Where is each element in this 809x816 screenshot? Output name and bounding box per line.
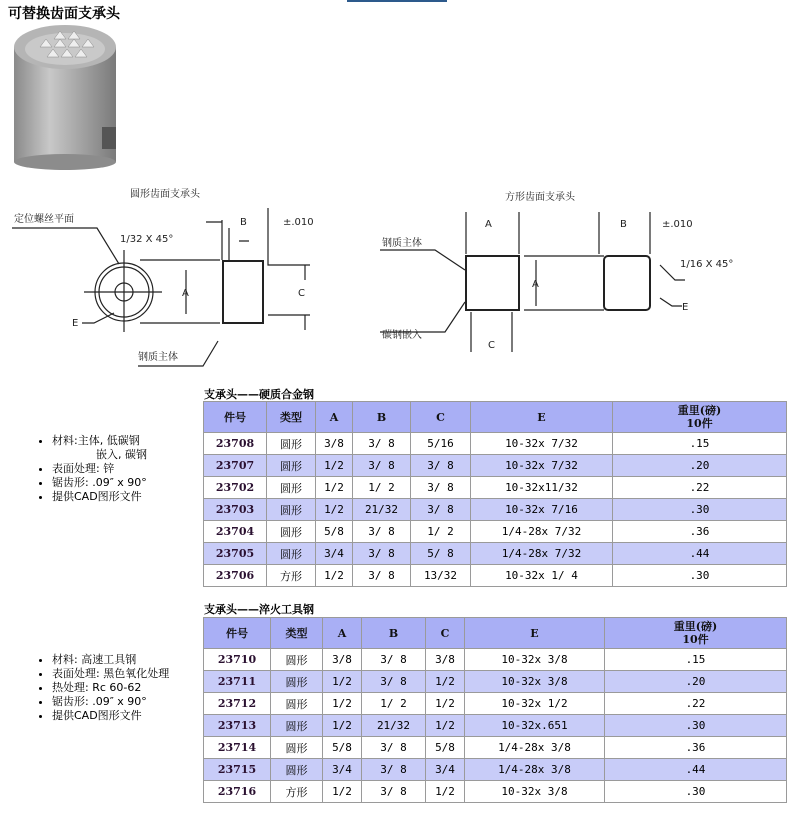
header-weight xyxy=(605,618,787,649)
cell-dim-b: 3/ 8 xyxy=(362,737,426,759)
cell-dim-a: 5/8 xyxy=(323,737,362,759)
square-diagram-title: 方形齿面支承头 xyxy=(505,192,575,203)
round-diagram-title: 圆形齿面支承头 xyxy=(130,189,200,200)
cell-dim-b: 3/ 8 xyxy=(362,671,426,693)
cell-dim-a: 3/4 xyxy=(316,543,353,565)
header-dim-c xyxy=(411,402,471,433)
page-title: 可替换齿面支承头 xyxy=(8,6,120,22)
cell-part-number: 23715 xyxy=(204,759,271,781)
cell-dim-a: 1/2 xyxy=(323,693,362,715)
cell-type: 圆形 xyxy=(271,671,323,693)
cell-type: 圆形 xyxy=(271,649,323,671)
cell-part-number: 23714 xyxy=(204,737,271,759)
header-label: 类型 xyxy=(280,410,302,424)
label-b: B xyxy=(240,217,247,228)
table-row xyxy=(204,477,787,499)
cell-part-number: 23713 xyxy=(204,715,271,737)
cell-type: 圆形 xyxy=(267,543,316,565)
label-tol: ±.010 xyxy=(662,219,693,230)
cell-type: 圆形 xyxy=(267,499,316,521)
cell-dim-c: 5/16 xyxy=(411,433,471,455)
header-label: C xyxy=(436,410,445,424)
cell-part-number: 23710 xyxy=(204,649,271,671)
cell-part-number: 23706 xyxy=(204,565,267,587)
header-label: A xyxy=(337,626,347,640)
cell-dim-e: 10-32x 7/32 xyxy=(471,455,613,477)
header-label: 件号 xyxy=(226,626,248,640)
table-row xyxy=(204,693,787,715)
feature-item: • 锯齿形: .09″ x 90° xyxy=(52,476,147,490)
cell-dim-c: 1/ 2 xyxy=(411,521,471,543)
table-row xyxy=(204,499,787,521)
header-label: 重里(磅) xyxy=(673,620,718,633)
cell-type: 圆形 xyxy=(267,477,316,499)
cell-weight: .22 xyxy=(605,693,787,715)
header-label: A xyxy=(329,410,339,424)
cell-type: 方形 xyxy=(271,781,323,803)
table-row xyxy=(204,455,787,477)
label-b: B xyxy=(620,219,627,230)
cell-part-number: 23708 xyxy=(204,433,267,455)
cell-dim-b: 3/ 8 xyxy=(353,521,411,543)
round-diagram xyxy=(0,180,330,370)
header-label: B xyxy=(388,626,399,640)
cell-weight: .36 xyxy=(605,737,787,759)
cell-type: 圆形 xyxy=(271,759,323,781)
cell-type: 圆形 xyxy=(267,455,316,477)
cell-dim-a: 1/2 xyxy=(323,671,362,693)
feature-item: • 热处理: Rc 60-62 xyxy=(52,681,169,695)
cell-part-number: 23707 xyxy=(204,455,267,477)
cell-dim-c: 1/2 xyxy=(426,693,465,715)
header-part-number xyxy=(204,618,271,649)
header-dim-e xyxy=(465,618,605,649)
table-row xyxy=(204,781,787,803)
label-insert: 碳钢嵌入 xyxy=(382,330,422,341)
features-list-2 xyxy=(36,653,169,723)
cell-dim-b: 21/32 xyxy=(362,715,426,737)
cell-dim-a: 1/2 xyxy=(323,715,362,737)
cell-dim-c: 3/ 8 xyxy=(411,477,471,499)
cell-dim-b: 1/ 2 xyxy=(362,693,426,715)
feature-item: • 材料:主体, 低碳钢 xyxy=(52,434,147,448)
header-dim-b xyxy=(362,618,426,649)
table-row xyxy=(204,737,787,759)
feature-item: • 材料: 高速工具钢 xyxy=(52,653,169,667)
label-set-screw-flat: 定位螺丝平面 xyxy=(14,214,74,225)
table-row xyxy=(204,565,787,587)
cell-dim-b: 1/ 2 xyxy=(353,477,411,499)
cell-weight: .15 xyxy=(613,433,787,455)
cell-dim-a: 3/4 xyxy=(323,759,362,781)
cell-part-number: 23705 xyxy=(204,543,267,565)
table-row xyxy=(204,671,787,693)
cell-dim-a: 3/8 xyxy=(316,433,353,455)
cell-dim-e: 1/4-28x 3/8 xyxy=(465,759,605,781)
label-e: E xyxy=(682,302,689,313)
cell-weight: .36 xyxy=(613,521,787,543)
cell-dim-e: 10-32x 1/2 xyxy=(465,693,605,715)
table1-caption: 支承头——硬质合金钢 xyxy=(204,388,314,401)
cell-dim-b: 3/ 8 xyxy=(362,649,426,671)
cell-part-number: 23716 xyxy=(204,781,271,803)
cell-dim-a: 3/8 xyxy=(323,649,362,671)
label-c: C xyxy=(488,340,495,351)
cell-type: 圆形 xyxy=(271,737,323,759)
cell-dim-e: 10-32x 7/16 xyxy=(471,499,613,521)
cell-dim-a: 1/2 xyxy=(316,477,353,499)
cell-dim-b: 3/ 8 xyxy=(362,759,426,781)
cell-dim-b: 3/ 8 xyxy=(353,565,411,587)
square-diagram xyxy=(340,180,734,370)
cell-weight: .15 xyxy=(605,649,787,671)
header-weight xyxy=(613,402,787,433)
cell-dim-c: 13/32 xyxy=(411,565,471,587)
product-photo xyxy=(10,22,120,172)
header-label: 类型 xyxy=(285,626,308,640)
cell-dim-e: 1/4-28x 7/32 xyxy=(471,543,613,565)
feature-item: • 提供CAD图形文件 xyxy=(52,490,147,504)
feature-item: • 表面处理: 黑色氧化处理 xyxy=(52,667,169,681)
table2 xyxy=(203,617,787,803)
cell-weight: .30 xyxy=(613,499,787,521)
cell-part-number: 23704 xyxy=(204,521,267,543)
label-chamfer: 1/16 X 45° xyxy=(680,259,734,270)
label-chamfer: 1/32 X 45° xyxy=(120,234,174,245)
label-steel-body: 钢质主体 xyxy=(382,238,422,249)
cell-weight: .20 xyxy=(613,455,787,477)
label-a: A xyxy=(485,219,492,230)
table1 xyxy=(203,401,787,587)
cell-dim-e: 10-32x11/32 xyxy=(471,477,613,499)
label-steel-body: 钢质主体 xyxy=(138,352,178,363)
feature-item: • 锯齿形: .09″ x 90° xyxy=(52,695,169,709)
cell-weight: .30 xyxy=(613,565,787,587)
table-row xyxy=(204,649,787,671)
cell-dim-e: 10-32x 7/32 xyxy=(471,433,613,455)
header-label: 重里(磅) xyxy=(677,404,722,417)
cell-dim-c: 3/4 xyxy=(426,759,465,781)
table-row xyxy=(204,759,787,781)
cell-part-number: 23711 xyxy=(204,671,271,693)
cell-type: 圆形 xyxy=(271,715,323,737)
cell-weight: .44 xyxy=(605,759,787,781)
cell-dim-c: 5/ 8 xyxy=(411,543,471,565)
header-dim-c xyxy=(426,618,465,649)
header-dim-a xyxy=(316,402,353,433)
cell-dim-b: 3/ 8 xyxy=(362,781,426,803)
header-part-number xyxy=(204,402,267,433)
cell-dim-b: 3/ 8 xyxy=(353,433,411,455)
cell-dim-e: 1/4-28x 7/32 xyxy=(471,521,613,543)
feature-item: 嵌入, 碳钢 xyxy=(96,448,147,461)
cell-weight: .20 xyxy=(605,671,787,693)
label-a-height: A xyxy=(532,279,539,290)
cell-dim-e: 10-32x.651 xyxy=(465,715,605,737)
cell-dim-c: 1/2 xyxy=(426,671,465,693)
cell-dim-c: 1/2 xyxy=(426,715,465,737)
table-row xyxy=(204,715,787,737)
cell-dim-a: 1/2 xyxy=(316,455,353,477)
cell-type: 圆形 xyxy=(267,433,316,455)
cell-dim-c: 3/8 xyxy=(426,649,465,671)
cell-dim-e: 10-32x 1/ 4 xyxy=(471,565,613,587)
cell-dim-a: 1/2 xyxy=(316,565,353,587)
cell-dim-e: 1/4-28x 3/8 xyxy=(465,737,605,759)
header-label: E xyxy=(530,626,539,640)
cell-type: 方形 xyxy=(267,565,316,587)
table2-caption: 支承头——淬火工具钢 xyxy=(204,603,314,616)
table-row xyxy=(204,433,787,455)
header-sublabel: 10件 xyxy=(682,633,709,646)
cell-dim-a: 5/8 xyxy=(316,521,353,543)
cell-type: 圆形 xyxy=(271,693,323,715)
cell-weight: .30 xyxy=(605,715,787,737)
header-type xyxy=(271,618,323,649)
cell-dim-b: 3/ 8 xyxy=(353,455,411,477)
label-c: C xyxy=(298,288,305,299)
cell-dim-b: 21/32 xyxy=(353,499,411,521)
cell-dim-e: 10-32x 3/8 xyxy=(465,649,605,671)
cell-dim-c: 5/8 xyxy=(426,737,465,759)
cell-dim-a: 1/2 xyxy=(323,781,362,803)
header-label: C xyxy=(440,626,450,640)
feature-item: • 表面处理: 锌 xyxy=(52,462,147,476)
cell-weight: .44 xyxy=(613,543,787,565)
header-label: E xyxy=(537,410,546,424)
header-label: 件号 xyxy=(224,410,246,424)
label-e: E xyxy=(72,318,79,329)
cell-dim-c: 3/ 8 xyxy=(411,455,471,477)
cell-weight: .30 xyxy=(605,781,787,803)
label-tol: ±.010 xyxy=(283,217,314,228)
header-type xyxy=(267,402,316,433)
cell-part-number: 23703 xyxy=(204,499,267,521)
cell-dim-c: 1/2 xyxy=(426,781,465,803)
header-dim-e xyxy=(471,402,613,433)
feature-item: • 提供CAD图形文件 xyxy=(52,709,169,723)
label-a: A xyxy=(182,288,189,299)
cell-dim-b: 3/ 8 xyxy=(353,543,411,565)
cell-dim-c: 3/ 8 xyxy=(411,499,471,521)
cell-dim-e: 10-32x 3/8 xyxy=(465,671,605,693)
cell-weight: .22 xyxy=(613,477,787,499)
top-bar xyxy=(347,0,447,2)
cell-type: 圆形 xyxy=(267,521,316,543)
cell-dim-e: 10-32x 3/8 xyxy=(465,781,605,803)
cell-dim-a: 1/2 xyxy=(316,499,353,521)
header-label: B xyxy=(376,410,387,424)
table-row xyxy=(204,521,787,543)
header-dim-a xyxy=(323,618,362,649)
cell-part-number: 23702 xyxy=(204,477,267,499)
header-dim-b xyxy=(353,402,411,433)
cell-part-number: 23712 xyxy=(204,693,271,715)
table-row xyxy=(204,543,787,565)
header-sublabel: 10件 xyxy=(686,417,713,430)
features-list-1 xyxy=(36,434,147,504)
